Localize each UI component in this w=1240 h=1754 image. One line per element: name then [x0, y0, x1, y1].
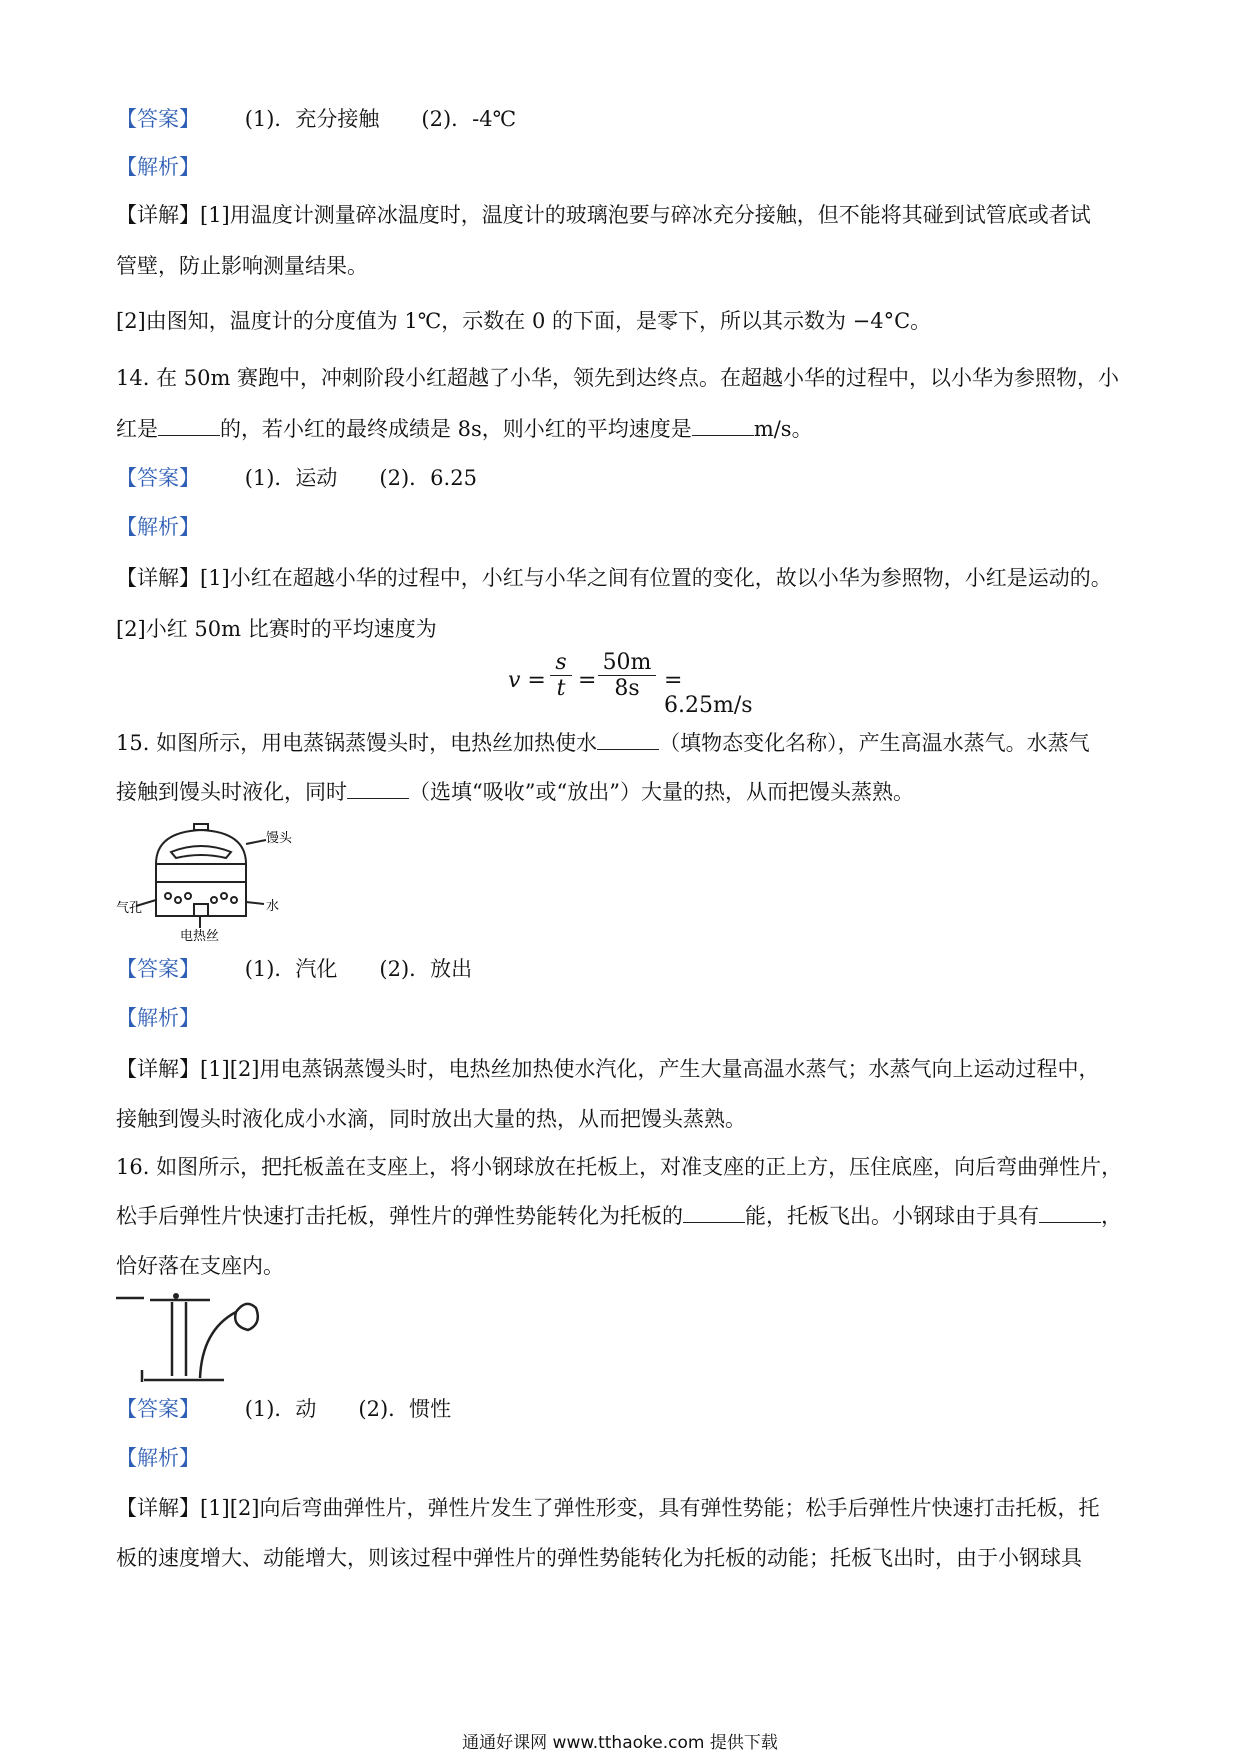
formula-result: = 6.25m/s: [664, 668, 753, 718]
speed-formula: [508, 650, 768, 716]
answer-blank: [347, 780, 409, 799]
q15-detail-1: [116, 1054, 1100, 1084]
label-qikong: 气孔: [116, 901, 143, 916]
elastic-strip: [200, 1312, 236, 1378]
answer-text: (1)．充分接触 (2)．-4℃: [244, 107, 517, 131]
detail-tag: 【详解】: [116, 1057, 200, 1081]
stem-text: 红是: [116, 417, 158, 441]
analysis-tag: 【解析】: [116, 1006, 200, 1030]
q16-stem-1: 16. 如图所示，把托板盖在支座上，将小钢球放在托板上，对准支座的正上方，压住底座，向后弯曲弹性片，: [116, 1155, 1123, 1179]
label-mantou: 馒头: [266, 831, 293, 846]
answer-blank: [692, 417, 754, 436]
denominator: t: [556, 676, 566, 701]
detail-text: [1][2]向后弯曲弹性片，弹性片发生了弹性形变，具有弹性势能；松手后弹性片快速打击托板，托: [200, 1496, 1100, 1520]
q16-answer-row: [116, 1394, 451, 1424]
answer-tag: 【答案】: [116, 107, 200, 131]
detail-text: [1][2]用电蒸锅蒸馒头时，电热丝加热使水汽化，产生大量高温水蒸气；水蒸气向上运动过程中，: [200, 1057, 1100, 1081]
q15-stem-1: [116, 728, 1090, 758]
stem-text: 能，托板飞出。小钢球由于具有: [745, 1204, 1039, 1228]
q16-detail-2: 板的速度增大、动能增大，则该过程中弹性片的弹性势能转化为托板的动能；托板飞出时，由于小钢球具: [116, 1546, 1082, 1570]
q14-detail-1: [116, 563, 1112, 593]
q13-detail-1: [116, 200, 1091, 230]
steamer-pot: [156, 864, 246, 916]
inertia-apparatus-figure: [114, 1290, 264, 1386]
stem-text: 接触到馒头时液化，同时: [116, 780, 347, 804]
numerator: 50m: [598, 650, 656, 676]
answer-blank: [597, 731, 659, 750]
hand: [235, 1304, 258, 1330]
stem-text: 松手后弹性片快速打击托板，弹性片的弹性势能转化为托板的: [116, 1204, 683, 1228]
label-dianresi: 电热丝: [180, 929, 220, 942]
q16-stem-2: [116, 1201, 1122, 1231]
stem-text: （填物态变化名称），产生高温水蒸气。水蒸气: [659, 731, 1090, 755]
answer-blank: [158, 417, 220, 436]
analysis-tag: 【解析】: [116, 155, 200, 179]
q16-stem-3: 恰好落在支座内。: [116, 1254, 284, 1278]
detail-text: [1]小红在超越小华的过程中，小红与小华之间有位置的变化，故以小华为参照物，小红是运动的。: [200, 566, 1112, 590]
denominator: 8s: [614, 676, 640, 701]
q16-detail-1: [116, 1493, 1100, 1523]
label-shui: 水: [266, 899, 280, 914]
q14-stem-2: [116, 414, 813, 444]
answer-tag: 【答案】: [116, 957, 200, 981]
detail-tag: 【详解】: [116, 566, 200, 590]
q13-answer-row: [116, 104, 516, 134]
numerator: s: [550, 650, 572, 676]
answer-tag: 【答案】: [116, 466, 200, 490]
answer-text: (1)．动 (2)．惯性: [244, 1397, 452, 1421]
q15-stem-2: [116, 777, 914, 807]
answer-tag: 【答案】: [116, 1397, 200, 1421]
fraction-s-over-t: [550, 650, 572, 701]
q14-stem-1: 14. 在 50m 赛跑中，冲刺阶段小红超越了小华，领先到达终点。在超越小华的过程中，以小华为参照物，小: [116, 366, 1120, 390]
stem-text: （选填“吸收”或“放出”）大量的热，从而把馒头蒸熟。: [409, 780, 914, 804]
answer-text: (1)．运动 (2)．6.25: [244, 466, 477, 490]
q14-detail-2: [2]小红 50m 比赛时的平均速度为: [116, 617, 437, 641]
formula-equals: =: [578, 668, 597, 693]
stem-text: ，: [1101, 1204, 1122, 1228]
steamer-figure: [116, 822, 306, 942]
answer-blank: [683, 1204, 745, 1223]
q13-detail-3: [2]由图知，温度计的分度值为 1℃，示数在 0 的下面，是零下，所以其示数为 −4°C。: [116, 309, 932, 333]
detail-tag: 【详解】: [116, 203, 200, 227]
stem-text: 15. 如图所示，用电蒸锅蒸馒头时，电热丝加热使水: [116, 731, 598, 755]
detail-tag: 【详解】: [116, 1496, 200, 1520]
q15-answer-row: [116, 954, 472, 984]
stem-text: 的，若小红的最终成绩是 8s，则小红的平均速度是: [220, 417, 692, 441]
footer-source: 通通好课网 www.tthaoke.com 提供下载: [462, 1733, 778, 1753]
answer-blank: [1039, 1204, 1101, 1223]
steel-ball: [173, 1293, 179, 1299]
q14-answer-row: [116, 463, 477, 493]
analysis-tag: 【解析】: [116, 515, 200, 539]
answer-text: (1)．汽化 (2)．放出: [244, 957, 473, 981]
q13-detail-2: 管壁，防止影响测量结果。: [116, 254, 368, 278]
detail-text: [1]用温度计测量碎冰温度时，温度计的玻璃泡要与碎冰充分接触，但不能将其碰到试管底或者试: [200, 203, 1091, 227]
heating-wire: [194, 904, 208, 916]
q15-detail-2: 接触到馒头时液化成小水滴，同时放出大量的热，从而把馒头蒸熟。: [116, 1107, 746, 1131]
formula-v: v =: [508, 668, 546, 693]
stem-text: m/s。: [753, 417, 813, 441]
analysis-tag: 【解析】: [116, 1446, 200, 1470]
fraction-50m-over-8s: [598, 650, 656, 701]
